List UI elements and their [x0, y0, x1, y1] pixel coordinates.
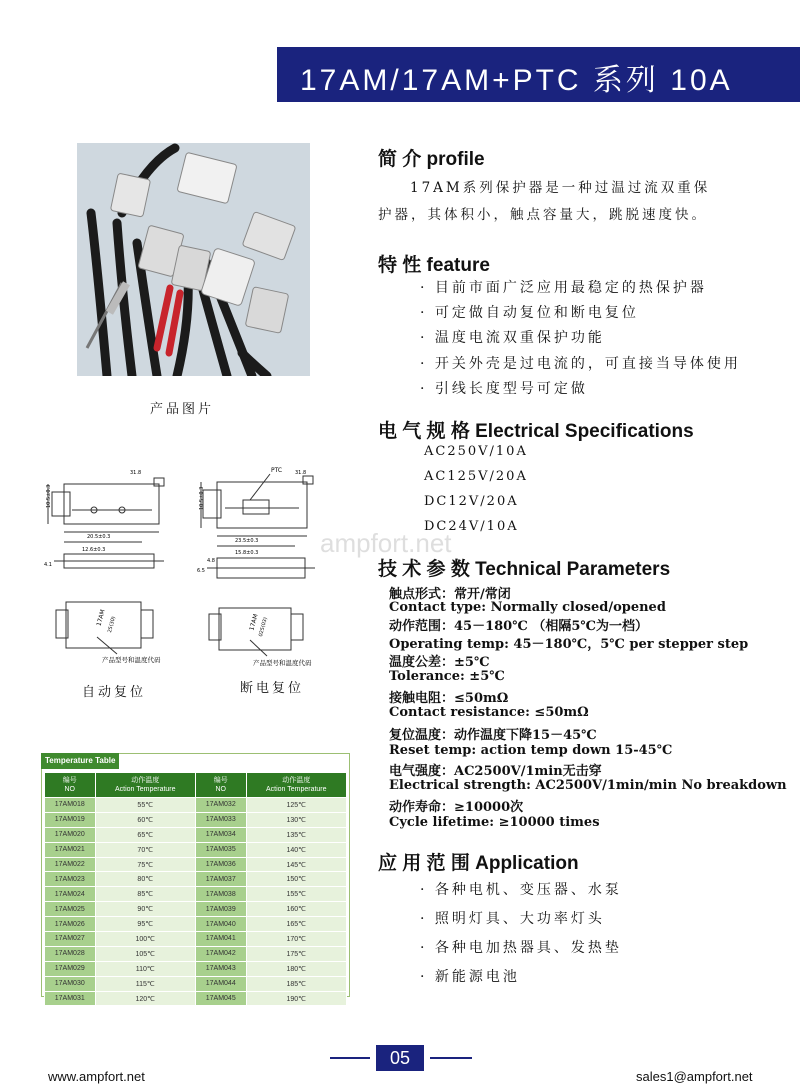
marking-label: 25(30) [106, 615, 118, 634]
electrical-spec: DC12V/20A [424, 494, 519, 509]
marking-label: 025(03) [257, 616, 269, 638]
table-cell: 135℃ [246, 827, 347, 842]
profile-text: 17AM系列保护器是一种过温过流双重保 [410, 180, 711, 196]
table-cell: 160℃ [246, 902, 347, 917]
break-reset-drawing [195, 462, 330, 672]
table-cell: 17AM024 [45, 887, 96, 902]
table-cell: 17AM045 [195, 991, 246, 1006]
profile-heading: 简 介 profile [378, 149, 485, 170]
table-cell: 17AM030 [45, 976, 96, 991]
dim-label: 6.5 [197, 568, 205, 574]
table-row [45, 887, 347, 902]
table-cell: 105℃ [95, 946, 195, 961]
table-header-cell: 动作温度 Action Temperature [95, 773, 195, 798]
feature-item: · 开关外壳是过电流的，可直接当导体使用 [420, 356, 741, 372]
table-cell: 17AM036 [195, 857, 246, 872]
electrical-spec: AC125V/20A [424, 469, 528, 484]
technical-line: 电气强度：AC2500V/1min无击穿 [389, 764, 602, 779]
table-cell: 100℃ [95, 932, 195, 947]
watermark: ampfort.net [320, 528, 452, 558]
table-cell: 17AM041 [195, 932, 246, 947]
table-row [45, 976, 347, 991]
table-row [45, 961, 347, 976]
table-cell: 170℃ [246, 932, 347, 947]
table-cell: 150℃ [246, 872, 347, 887]
table-cell: 125℃ [246, 798, 347, 813]
table-cell: 17AM035 [195, 842, 246, 857]
technical-line: Operating temp: 45－180℃，5℃ per stepper step [389, 637, 749, 652]
technical-line: Reset temp: action temp down 15-45℃ [389, 743, 673, 758]
technical-line: 复位温度：动作温度下降15－45℃ [389, 728, 597, 743]
feature-item: · 目前市面广泛应用最稳定的热保护器 [420, 280, 707, 296]
table-cell: 17AM043 [195, 961, 246, 976]
dim-label: 12.6±0.3 [82, 547, 106, 553]
table-cell: 180℃ [246, 961, 347, 976]
table-cell: 17AM029 [45, 961, 96, 976]
table-cell: 17AM023 [45, 872, 96, 887]
profile-text: 护器，其体积小，触点容量大，跳脱速度快。 [378, 207, 708, 223]
table-cell: 185℃ [246, 976, 347, 991]
website-link[interactable]: www.ampfort.net [48, 1069, 145, 1084]
marking-label: 17AM [95, 608, 107, 627]
table-cell: 17AM021 [45, 842, 96, 857]
break-reset-caption: 断电复位 [240, 680, 305, 695]
technical-heading: 技 术 参 数 Technical Parameters [378, 559, 671, 580]
table-cell: 17AM040 [195, 917, 246, 932]
technical-line: 温度公差：±5℃ [389, 655, 490, 670]
table-cell: 17AM037 [195, 872, 246, 887]
table-cell: 17AM019 [45, 812, 96, 827]
table-cell: 145℃ [246, 857, 347, 872]
feature-item: · 可定做自动复位和断电复位 [420, 305, 639, 321]
photo-caption: 产品图片 [150, 401, 215, 416]
table-cell: 120℃ [95, 991, 195, 1006]
table-row [45, 827, 347, 842]
application-item: · 新能源电池 [420, 969, 520, 985]
dim-label: 4.1 [44, 562, 52, 568]
application-item: · 各种电机、变压器、水泵 [420, 882, 622, 898]
dim-label: 23.5±0.3 [235, 538, 259, 544]
temperature-table-tab: Temperature Table [41, 753, 119, 769]
email-link[interactable]: sales1@ampfort.net [636, 1069, 753, 1084]
table-cell: 70℃ [95, 842, 195, 857]
table-cell: 85℃ [95, 887, 195, 902]
table-cell: 17AM033 [195, 812, 246, 827]
application-item: · 照明灯具、大功率灯头 [420, 911, 605, 927]
product-photo [77, 143, 310, 376]
table-cell: 17AM039 [195, 902, 246, 917]
ptc-label: PTC [271, 467, 283, 474]
page-title: 17AM/17AM+PTC 系列 10A [300, 64, 733, 97]
table-cell: 65℃ [95, 827, 195, 842]
table-cell: 17AM038 [195, 887, 246, 902]
electrical-heading: 电 气 规 格 Electrical Specifications [378, 421, 694, 442]
technical-line: 动作寿命：≥10000次 [389, 800, 524, 815]
table-cell: 165℃ [246, 917, 347, 932]
table-cell: 155℃ [246, 887, 347, 902]
technical-line: Contact type: Normally closed/opened [389, 600, 666, 615]
dim-label: 31.8 [295, 470, 307, 476]
table-cell: 90℃ [95, 902, 195, 917]
feature-item: · 温度电流双重保护功能 [420, 330, 605, 346]
table-cell: 115℃ [95, 976, 195, 991]
table-cell: 75℃ [95, 857, 195, 872]
table-cell: 17AM018 [45, 798, 96, 813]
dim-label: 4.8 [207, 558, 215, 564]
table-cell: 55℃ [95, 798, 195, 813]
table-header-cell: 编号 NO [195, 773, 246, 798]
table-cell: 140℃ [246, 842, 347, 857]
application-item: · 各种电加热器具、发热垫 [420, 940, 622, 956]
table-cell: 17AM044 [195, 976, 246, 991]
technical-line: 触点形式：常开/常闭 [389, 587, 511, 602]
electrical-spec: DC24V/10A [424, 519, 519, 534]
technical-line: Tolerance: ±5℃ [389, 669, 505, 684]
dim-label: 10.5±0.3 [46, 484, 52, 508]
table-cell: 80℃ [95, 872, 195, 887]
table-header-cell: 动作温度 Action Temperature [246, 773, 347, 798]
table-cell: 17AM042 [195, 946, 246, 961]
table-row [45, 932, 347, 947]
table-cell: 17AM025 [45, 902, 96, 917]
feature-item: · 引线长度型号可定做 [420, 381, 588, 397]
table-row [45, 872, 347, 887]
auto-reset-drawing [42, 462, 172, 672]
table-header-row [45, 773, 347, 798]
table-row [45, 812, 347, 827]
temperature-table [44, 772, 347, 1006]
table-cell: 60℃ [95, 812, 195, 827]
footer-rule-right [430, 1057, 472, 1059]
feature-heading: 特 性 feature [378, 255, 490, 276]
table-cell: 17AM022 [45, 857, 96, 872]
table-cell: 17AM031 [45, 991, 96, 1006]
table-row [45, 902, 347, 917]
table-cell: 110℃ [95, 961, 195, 976]
table-cell: 130℃ [246, 812, 347, 827]
auto-reset-caption: 自动复位 [82, 684, 147, 699]
dim-label: 10.5±0.3 [199, 486, 205, 510]
table-row [45, 798, 347, 813]
technical-line: 接触电阻：≤50mΩ [389, 691, 509, 706]
technical-line: Contact resistance: ≤50mΩ [389, 705, 589, 720]
table-cell: 17AM026 [45, 917, 96, 932]
table-cell: 17AM032 [195, 798, 246, 813]
page-number: 05 [376, 1045, 424, 1071]
application-heading: 应 用 范 围 Application [378, 853, 579, 874]
table-header-cell: 编号 NO [45, 773, 96, 798]
marking-note: 产品型号和温度代码 [253, 659, 312, 667]
technical-line: Electrical strength: AC2500V/1min/min No breakdown [389, 778, 787, 793]
table-row [45, 857, 347, 872]
footer-rule-left [330, 1057, 370, 1059]
table-row [45, 991, 347, 1006]
table-row [45, 842, 347, 857]
table-cell: 17AM028 [45, 946, 96, 961]
table-cell: 17AM027 [45, 932, 96, 947]
table-row [45, 917, 347, 932]
table-cell: 17AM020 [45, 827, 96, 842]
table-cell: 17AM034 [195, 827, 246, 842]
marking-label: 17AM [248, 613, 260, 632]
table-cell: 95℃ [95, 917, 195, 932]
table-row [45, 946, 347, 961]
dim-label: 31.8 [130, 470, 142, 476]
marking-note: 产品型号和温度代码 [102, 656, 161, 664]
dim-label: 15.8±0.3 [235, 550, 259, 556]
technical-line: Cycle lifetime: ≥10000 times [389, 815, 600, 830]
technical-line: 动作范围：45－180℃ （相隔5℃为一档） [389, 619, 648, 634]
table-cell: 175℃ [246, 946, 347, 961]
dim-label: 20.5±0.3 [87, 534, 111, 540]
electrical-spec: AC250V/10A [424, 444, 528, 459]
table-cell: 190℃ [246, 991, 347, 1006]
